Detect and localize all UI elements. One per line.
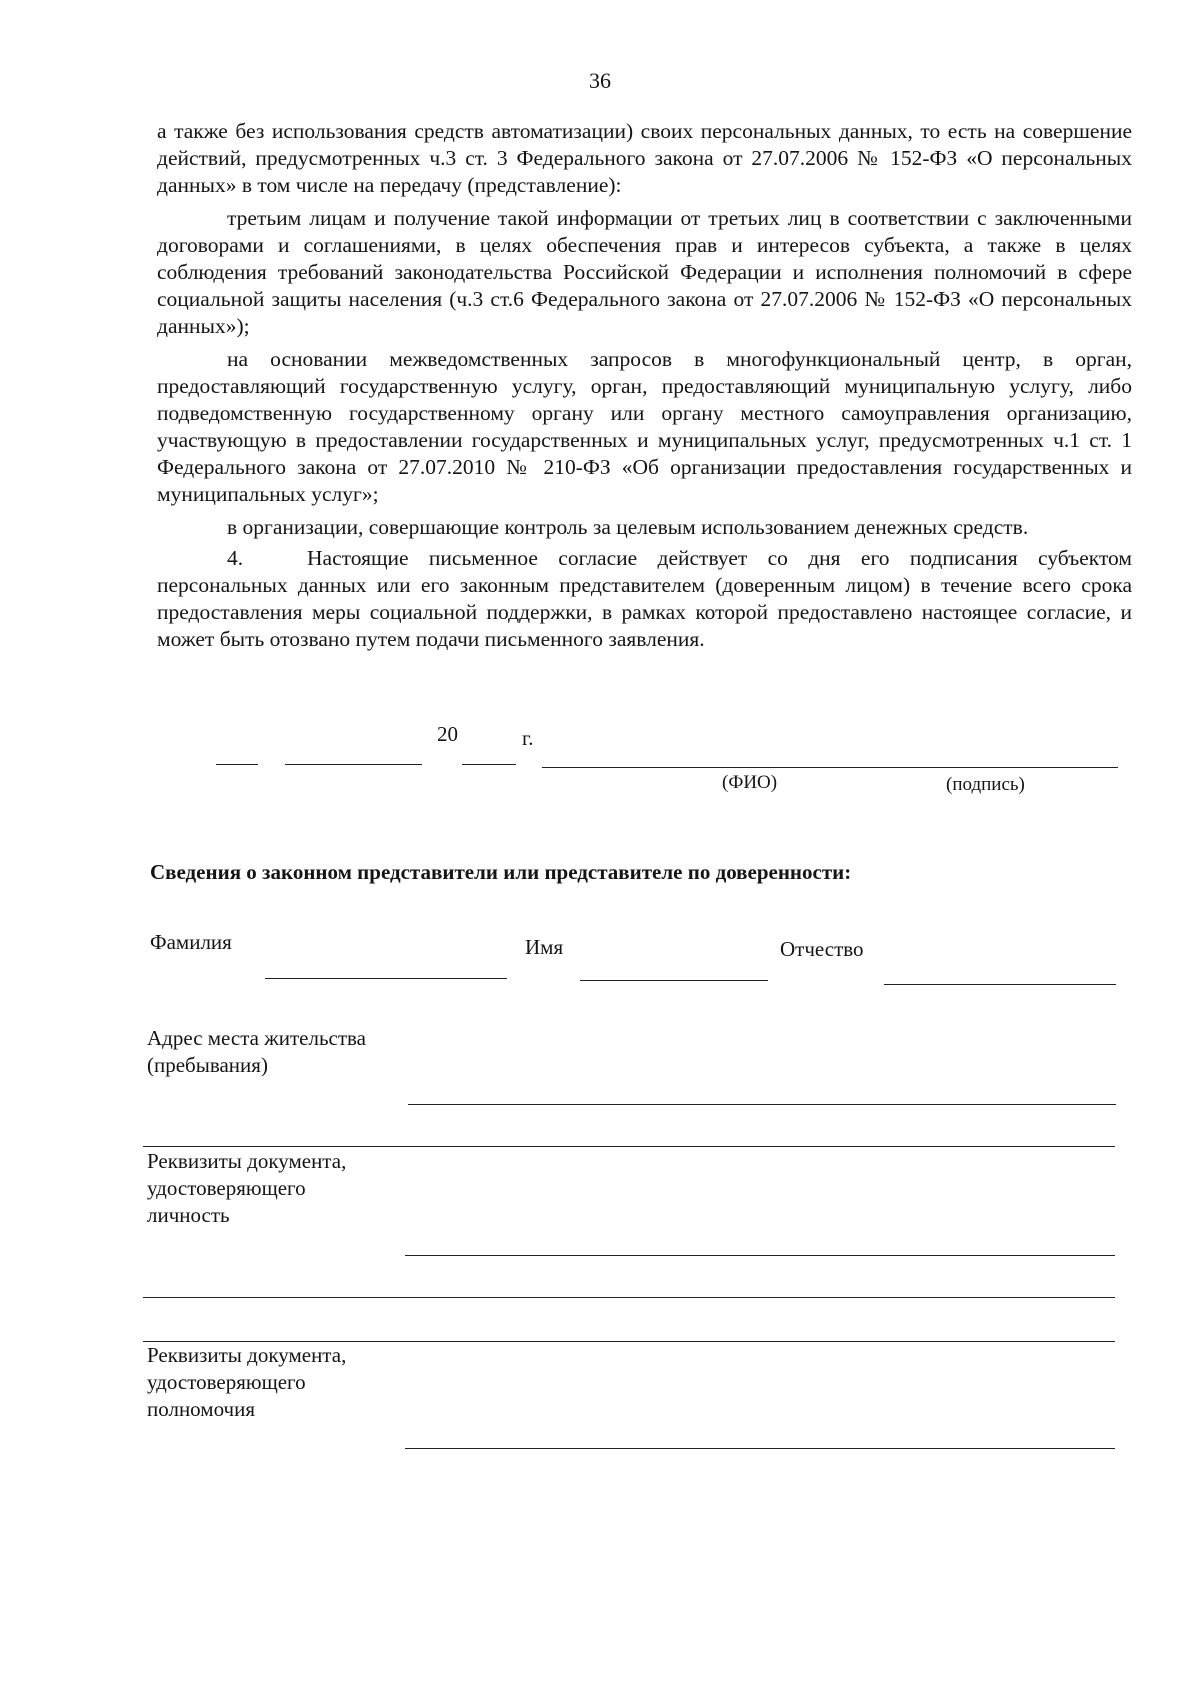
authority-document-label-line-2: удостоверяющего (147, 1370, 306, 1394)
identity-document-label (147, 1148, 346, 1229)
identity-document-line-1[interactable] (405, 1255, 1115, 1256)
address-label-line-2: (пребывания) (147, 1053, 268, 1077)
address-label (147, 1025, 366, 1079)
identity-document-line-2[interactable] (143, 1297, 1115, 1298)
identity-document-label-line-3: личность (147, 1203, 230, 1227)
authority-document-line[interactable] (405, 1448, 1115, 1449)
paragraph-validity (157, 545, 1132, 653)
date-month-line[interactable] (285, 764, 422, 765)
patronymic-line[interactable] (884, 984, 1116, 985)
address-line-2[interactable] (143, 1146, 1115, 1147)
address-label-line-1: Адрес места жительства (147, 1026, 366, 1050)
date-year-line[interactable] (462, 764, 516, 765)
name-line[interactable] (580, 980, 768, 981)
paragraph-interagency-requests: на основании межведомственных запросов в многофункциональный центр, в орган, предоставляющий государственную услугу, орган, предоставляющий муниципальную услугу, либо подведомственную государственному органу или органу местного самоуправления организацию, участвующую в предоставлении государственных и муниципальных услуг, предусмотренных ч.1 ст. 1 Федерального закона от 27.07.2010 № 210-ФЗ «Об организации предоставления государственных и муниципальных услуг»; (157, 347, 1132, 506)
identity-document-label-line-1: Реквизиты документа, (147, 1149, 347, 1173)
consent-body-text (157, 118, 1132, 653)
signature-caption: (подпись) (946, 774, 1025, 795)
paragraph-validity-number: 4. (227, 546, 244, 570)
date-year-prefix: 20 (437, 722, 458, 746)
date-year-suffix: г. (522, 726, 534, 750)
date-day-line[interactable] (216, 764, 258, 765)
surname-line[interactable] (265, 978, 507, 979)
authority-document-label (147, 1342, 346, 1423)
paragraph-continuation: а также без использования средств автоматизации) своих персональных данных, то есть на совершение действий, предусмотренных ч.3 ст. 3 Федерального закона от 27.07.2006 № 152-ФЗ «О персональных данных» в том числе на передачу (представление): (157, 119, 1132, 197)
paragraph-validity-text: Настоящие письменное согласие действует со дня его подписания субъектом персональных данных или его законным представителем (доверенным лицом) в течение всего срока предоставления меры социальной поддержки, в рамках которой предоставлено настоящее согласие, и может быть отозвано путем подачи письменного заявления. (157, 546, 1132, 651)
paragraph-third-parties: третьим лицам и получение такой информации от третьих лиц в соответствии с заключенными договорами и соглашениями, в целях обеспечения прав и интересов субъекта, а также в целях соблюдения требований законодательства Российской Федерации и исполнения полномочий в сфере социальной защиты населения (ч.3 ст.6 Федерального закона от 27.07.2006 № 152-ФЗ «О персональных данных»); (157, 206, 1132, 338)
name-label: Имя (525, 935, 564, 959)
surname-label: Фамилия (150, 930, 232, 954)
patronymic-label: Отчество (780, 937, 864, 961)
page-number: 36 (589, 68, 611, 93)
identity-document-label-line-2: удостоверяющего (147, 1176, 306, 1200)
authority-document-label-line-3: полномочия (147, 1397, 255, 1421)
address-line-1[interactable] (408, 1104, 1116, 1105)
fio-signature-line[interactable] (542, 767, 1118, 768)
fio-caption: (ФИО) (722, 772, 778, 793)
authority-document-label-line-1: Реквизиты документа, (147, 1343, 347, 1367)
paragraph-control-organizations: в организации, совершающие контроль за целевым использованием денежных средств. (227, 515, 1029, 539)
representative-heading: Сведения о законном представители или представителе по доверенности: (150, 860, 852, 884)
